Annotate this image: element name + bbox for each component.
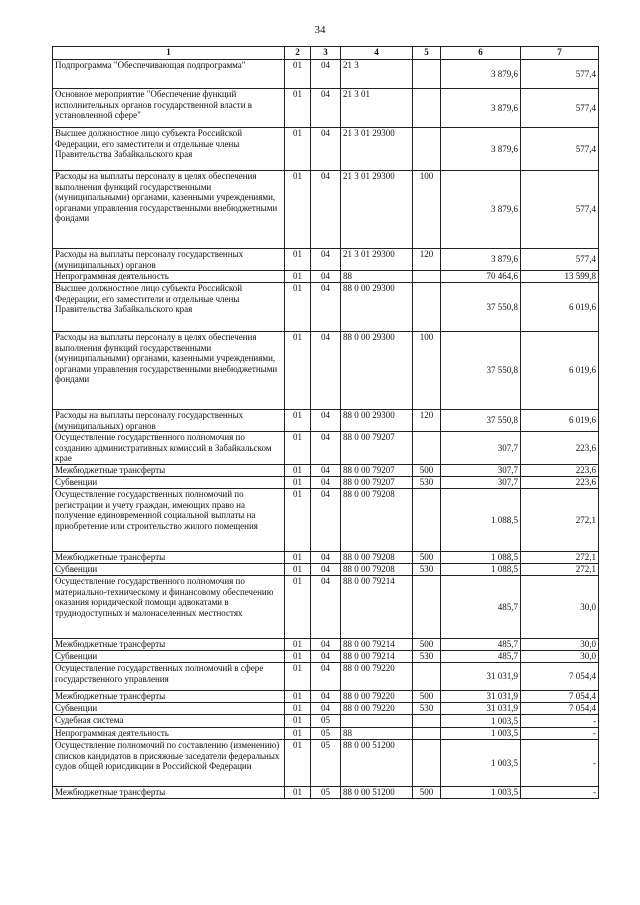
column-header: 7 — [521, 47, 599, 60]
table-row — [53, 639, 599, 651]
table-row — [53, 663, 599, 691]
row-subsection-cell: 04 — [311, 332, 341, 410]
page-number: 34 — [314, 24, 326, 36]
row-name-cell: Межбюджетные трансферты — [53, 465, 285, 477]
row-section-cell: 01 — [285, 171, 311, 249]
table-row — [53, 740, 599, 787]
row-amount-cell: - — [521, 715, 599, 728]
row-amount-cell: 3 879,6 — [441, 128, 521, 171]
row-subsection-cell: 04 — [311, 283, 341, 332]
row-section-cell: 01 — [285, 639, 311, 651]
row-section-cell: 01 — [285, 489, 311, 552]
row-amount-cell: 3 879,6 — [441, 249, 521, 271]
row-name-cell: Субвенции — [53, 651, 285, 663]
table-row — [53, 715, 599, 728]
row-target-code-cell: 88 — [341, 271, 413, 283]
row-name-cell: Субвенции — [53, 477, 285, 489]
row-section-cell: 01 — [285, 465, 311, 477]
row-section-cell: 01 — [285, 651, 311, 663]
row-amount-cell: 37 550,8 — [441, 283, 521, 332]
row-target-code-cell: 88 — [341, 728, 413, 740]
row-section-cell: 01 — [285, 271, 311, 283]
row-expense-type-cell: 120 — [413, 249, 441, 271]
table-header-row — [53, 47, 599, 60]
row-target-code-cell: 88 0 00 79208 — [341, 552, 413, 564]
row-section-cell: 01 — [285, 249, 311, 271]
row-subsection-cell: 04 — [311, 651, 341, 663]
row-target-code-cell: 88 0 00 79214 — [341, 576, 413, 639]
row-amount-cell: 307,7 — [441, 477, 521, 489]
row-name-cell: Субвенции — [53, 703, 285, 715]
table-row — [53, 564, 599, 576]
row-subsection-cell: 04 — [311, 564, 341, 576]
row-target-code-cell: 88 0 00 79214 — [341, 639, 413, 651]
row-section-cell: 01 — [285, 787, 311, 799]
row-amount-cell: 1 003,5 — [441, 728, 521, 740]
row-expense-type-cell — [413, 60, 441, 89]
row-section-cell: 01 — [285, 89, 311, 128]
row-target-code-cell: 88 0 00 79207 — [341, 432, 413, 465]
table-row — [53, 703, 599, 715]
row-name-cell: Основное мероприятие "Обеспечение функций исполнительных органов государственной власти в установленной сфере" — [53, 89, 285, 128]
row-amount-cell: 37 550,8 — [441, 410, 521, 432]
row-amount-cell: - — [521, 787, 599, 799]
column-header: 1 — [53, 47, 285, 60]
row-expense-type-cell — [413, 271, 441, 283]
row-target-code-cell — [341, 715, 413, 728]
row-subsection-cell: 05 — [311, 715, 341, 728]
row-section-cell: 01 — [285, 564, 311, 576]
table-row — [53, 489, 599, 552]
row-expense-type-cell — [413, 728, 441, 740]
row-section-cell: 01 — [285, 552, 311, 564]
row-amount-cell: 223,6 — [521, 432, 599, 465]
row-expense-type-cell: 500 — [413, 552, 441, 564]
row-section-cell: 01 — [285, 740, 311, 787]
table-row — [53, 552, 599, 564]
row-target-code-cell: 88 0 00 79208 — [341, 564, 413, 576]
row-subsection-cell: 04 — [311, 639, 341, 651]
row-amount-cell: 31 031,9 — [441, 663, 521, 691]
row-name-cell: Непрограммная деятельность — [53, 271, 285, 283]
table-row — [53, 171, 599, 249]
row-target-code-cell: 88 0 00 79220 — [341, 691, 413, 703]
row-amount-cell: 31 031,9 — [441, 703, 521, 715]
row-expense-type-cell — [413, 663, 441, 691]
row-amount-cell: 7 054,4 — [521, 703, 599, 715]
row-amount-cell: 3 879,6 — [441, 89, 521, 128]
column-header: 5 — [413, 47, 441, 60]
row-target-code-cell: 21 3 01 — [341, 89, 413, 128]
row-name-cell: Осуществление государственного полномочия по материально-техническому и финансовому обеспечению оказания юридической помощи адвокатами в труднодоступных и малонаселенных местностях — [53, 576, 285, 639]
row-target-code-cell: 88 0 00 79207 — [341, 465, 413, 477]
row-amount-cell: 3 879,6 — [441, 171, 521, 249]
row-name-cell: Расходы на выплаты персоналу государственных (муниципальных) органов — [53, 410, 285, 432]
table-row — [53, 332, 599, 410]
table-row — [53, 128, 599, 171]
row-amount-cell: 30,0 — [521, 576, 599, 639]
row-amount-cell: 223,6 — [521, 465, 599, 477]
row-amount-cell: 272,1 — [521, 564, 599, 576]
column-header: 2 — [285, 47, 311, 60]
row-target-code-cell: 88 0 00 29300 — [341, 283, 413, 332]
row-name-cell: Судебная система — [53, 715, 285, 728]
row-expense-type-cell — [413, 432, 441, 465]
row-expense-type-cell: 500 — [413, 691, 441, 703]
row-amount-cell: 577,4 — [521, 249, 599, 271]
row-name-cell: Межбюджетные трансферты — [53, 639, 285, 651]
row-amount-cell: 1 088,5 — [441, 552, 521, 564]
row-subsection-cell: 05 — [311, 787, 341, 799]
row-expense-type-cell: 530 — [413, 651, 441, 663]
row-section-cell: 01 — [285, 576, 311, 639]
row-section-cell: 01 — [285, 728, 311, 740]
column-header: 4 — [341, 47, 413, 60]
row-name-cell: Расходы на выплаты персоналу в целях обеспечения выполнения функций государственными (муниципальными) органами, казенными учреждениями, органами управления государственными внебюджетными фондами — [53, 332, 285, 410]
row-name-cell: Межбюджетные трансферты — [53, 552, 285, 564]
table-row — [53, 60, 599, 89]
row-target-code-cell: 88 0 00 79214 — [341, 651, 413, 663]
row-expense-type-cell — [413, 128, 441, 171]
row-target-code-cell: 88 0 00 79207 — [341, 477, 413, 489]
column-header: 3 — [311, 47, 341, 60]
row-subsection-cell: 04 — [311, 128, 341, 171]
row-expense-type-cell: 500 — [413, 639, 441, 651]
row-expense-type-cell — [413, 283, 441, 332]
table-row — [53, 477, 599, 489]
row-amount-cell: 1 088,5 — [441, 564, 521, 576]
row-amount-cell: 30,0 — [521, 651, 599, 663]
row-amount-cell: 7 054,4 — [521, 691, 599, 703]
row-target-code-cell: 88 0 00 29300 — [341, 410, 413, 432]
row-name-cell: Расходы на выплаты персоналу в целях обеспечения выполнения функций государственными (муниципальными) органами, казенными учреждениями, органами управления государственными внебюджетными фондами — [53, 171, 285, 249]
row-name-cell: Межбюджетные трансферты — [53, 787, 285, 799]
row-amount-cell: 1 003,5 — [441, 715, 521, 728]
row-name-cell: Расходы на выплаты персоналу государственных (муниципальных) органов — [53, 249, 285, 271]
row-subsection-cell: 05 — [311, 728, 341, 740]
row-target-code-cell: 21 3 — [341, 60, 413, 89]
row-subsection-cell: 04 — [311, 271, 341, 283]
row-amount-cell: 577,4 — [521, 171, 599, 249]
row-amount-cell: 6 019,6 — [521, 410, 599, 432]
table-row — [53, 576, 599, 639]
row-amount-cell: 6 019,6 — [521, 332, 599, 410]
row-expense-type-cell — [413, 489, 441, 552]
row-target-code-cell: 88 0 00 51200 — [341, 740, 413, 787]
row-section-cell: 01 — [285, 283, 311, 332]
row-section-cell: 01 — [285, 715, 311, 728]
row-amount-cell: 37 550,8 — [441, 332, 521, 410]
row-amount-cell: 485,7 — [441, 639, 521, 651]
row-amount-cell: 577,4 — [521, 60, 599, 89]
row-amount-cell: 6 019,6 — [521, 283, 599, 332]
table-row — [53, 691, 599, 703]
row-amount-cell: 272,1 — [521, 489, 599, 552]
row-amount-cell: 307,7 — [441, 432, 521, 465]
row-subsection-cell: 04 — [311, 410, 341, 432]
row-amount-cell: 223,6 — [521, 477, 599, 489]
row-target-code-cell: 88 0 00 51200 — [341, 787, 413, 799]
row-amount-cell: 1 003,5 — [441, 787, 521, 799]
row-amount-cell: 485,7 — [441, 651, 521, 663]
column-header: 6 — [441, 47, 521, 60]
row-target-code-cell: 88 0 00 79220 — [341, 703, 413, 715]
row-amount-cell: 3 879,6 — [441, 60, 521, 89]
table-row — [53, 787, 599, 799]
row-subsection-cell: 04 — [311, 465, 341, 477]
row-amount-cell: - — [521, 740, 599, 787]
row-amount-cell: 485,7 — [441, 576, 521, 639]
row-target-code-cell: 88 0 00 79208 — [341, 489, 413, 552]
row-amount-cell: 30,0 — [521, 639, 599, 651]
row-name-cell: Подпрограмма "Обеспечивающая подпрограмма" — [53, 60, 285, 89]
row-section-cell: 01 — [285, 477, 311, 489]
row-target-code-cell: 21 3 01 29300 — [341, 171, 413, 249]
row-name-cell: Непрограммная деятельность — [53, 728, 285, 740]
table-row — [53, 410, 599, 432]
row-section-cell: 01 — [285, 703, 311, 715]
row-expense-type-cell: 120 — [413, 410, 441, 432]
row-subsection-cell: 04 — [311, 60, 341, 89]
row-section-cell: 01 — [285, 128, 311, 171]
row-amount-cell: 1 088,5 — [441, 489, 521, 552]
row-name-cell: Высшее должностное лицо субъекта Российской Федерации, его заместители и отдельные члены Правительства Забайкальского края — [53, 283, 285, 332]
row-amount-cell: 272,1 — [521, 552, 599, 564]
row-section-cell: 01 — [285, 432, 311, 465]
row-amount-cell: 70 464,6 — [441, 271, 521, 283]
row-name-cell: Осуществление государственных полномочий в сфере государственного управления — [53, 663, 285, 691]
row-expense-type-cell: 530 — [413, 477, 441, 489]
row-name-cell: Межбюджетные трансферты — [53, 691, 285, 703]
row-amount-cell: 307,7 — [441, 465, 521, 477]
row-subsection-cell: 04 — [311, 432, 341, 465]
row-subsection-cell: 04 — [311, 552, 341, 564]
row-expense-type-cell: 500 — [413, 787, 441, 799]
row-subsection-cell: 04 — [311, 249, 341, 271]
row-amount-cell: 577,4 — [521, 89, 599, 128]
row-expense-type-cell — [413, 576, 441, 639]
budget-table — [52, 46, 599, 799]
row-amount-cell: 31 031,9 — [441, 691, 521, 703]
row-amount-cell: 13 599,8 — [521, 271, 599, 283]
table-row — [53, 271, 599, 283]
row-subsection-cell: 04 — [311, 663, 341, 691]
row-expense-type-cell: 530 — [413, 703, 441, 715]
row-expense-type-cell: 100 — [413, 332, 441, 410]
row-name-cell: Высшее должностное лицо субъекта Российской Федерации, его заместители и отдельные члены Правительства Забайкальского края — [53, 128, 285, 171]
row-expense-type-cell: 500 — [413, 465, 441, 477]
row-target-code-cell: 88 0 00 79220 — [341, 663, 413, 691]
table-row — [53, 432, 599, 465]
row-amount-cell: 577,4 — [521, 128, 599, 171]
row-subsection-cell: 04 — [311, 703, 341, 715]
row-amount-cell: - — [521, 728, 599, 740]
row-target-code-cell: 88 0 00 29300 — [341, 332, 413, 410]
row-name-cell: Осуществление полномочий по составлению (изменению) списков кандидатов в присяжные заседатели федеральных судов общей юрисдикции в Российской Федерации — [53, 740, 285, 787]
row-expense-type-cell: 530 — [413, 564, 441, 576]
row-target-code-cell: 21 3 01 29300 — [341, 128, 413, 171]
row-expense-type-cell — [413, 89, 441, 128]
table-row — [53, 283, 599, 332]
table-row — [53, 651, 599, 663]
row-name-cell: Субвенции — [53, 564, 285, 576]
row-subsection-cell: 04 — [311, 489, 341, 552]
table-row — [53, 249, 599, 271]
row-name-cell: Осуществление государственного полномочия по созданию административных комиссий в Забайкальском крае — [53, 432, 285, 465]
table-row — [53, 89, 599, 128]
table-row — [53, 465, 599, 477]
row-amount-cell: 7 054,4 — [521, 663, 599, 691]
row-section-cell: 01 — [285, 60, 311, 89]
row-section-cell: 01 — [285, 410, 311, 432]
row-expense-type-cell: 100 — [413, 171, 441, 249]
row-amount-cell: 1 003,5 — [441, 740, 521, 787]
row-expense-type-cell — [413, 740, 441, 787]
row-expense-type-cell — [413, 715, 441, 728]
row-section-cell: 01 — [285, 663, 311, 691]
row-subsection-cell: 04 — [311, 171, 341, 249]
row-subsection-cell: 04 — [311, 576, 341, 639]
row-section-cell: 01 — [285, 332, 311, 410]
row-name-cell: Осуществление государственных полномочий по регистрации и учету граждан, имеющих право на получение единовременной социальной выплаты на приобретение или строительство жилого помещения — [53, 489, 285, 552]
row-subsection-cell: 04 — [311, 691, 341, 703]
table-row — [53, 728, 599, 740]
row-subsection-cell: 04 — [311, 477, 341, 489]
row-subsection-cell: 05 — [311, 740, 341, 787]
row-subsection-cell: 04 — [311, 89, 341, 128]
row-target-code-cell: 21 3 01 29300 — [341, 249, 413, 271]
row-section-cell: 01 — [285, 691, 311, 703]
